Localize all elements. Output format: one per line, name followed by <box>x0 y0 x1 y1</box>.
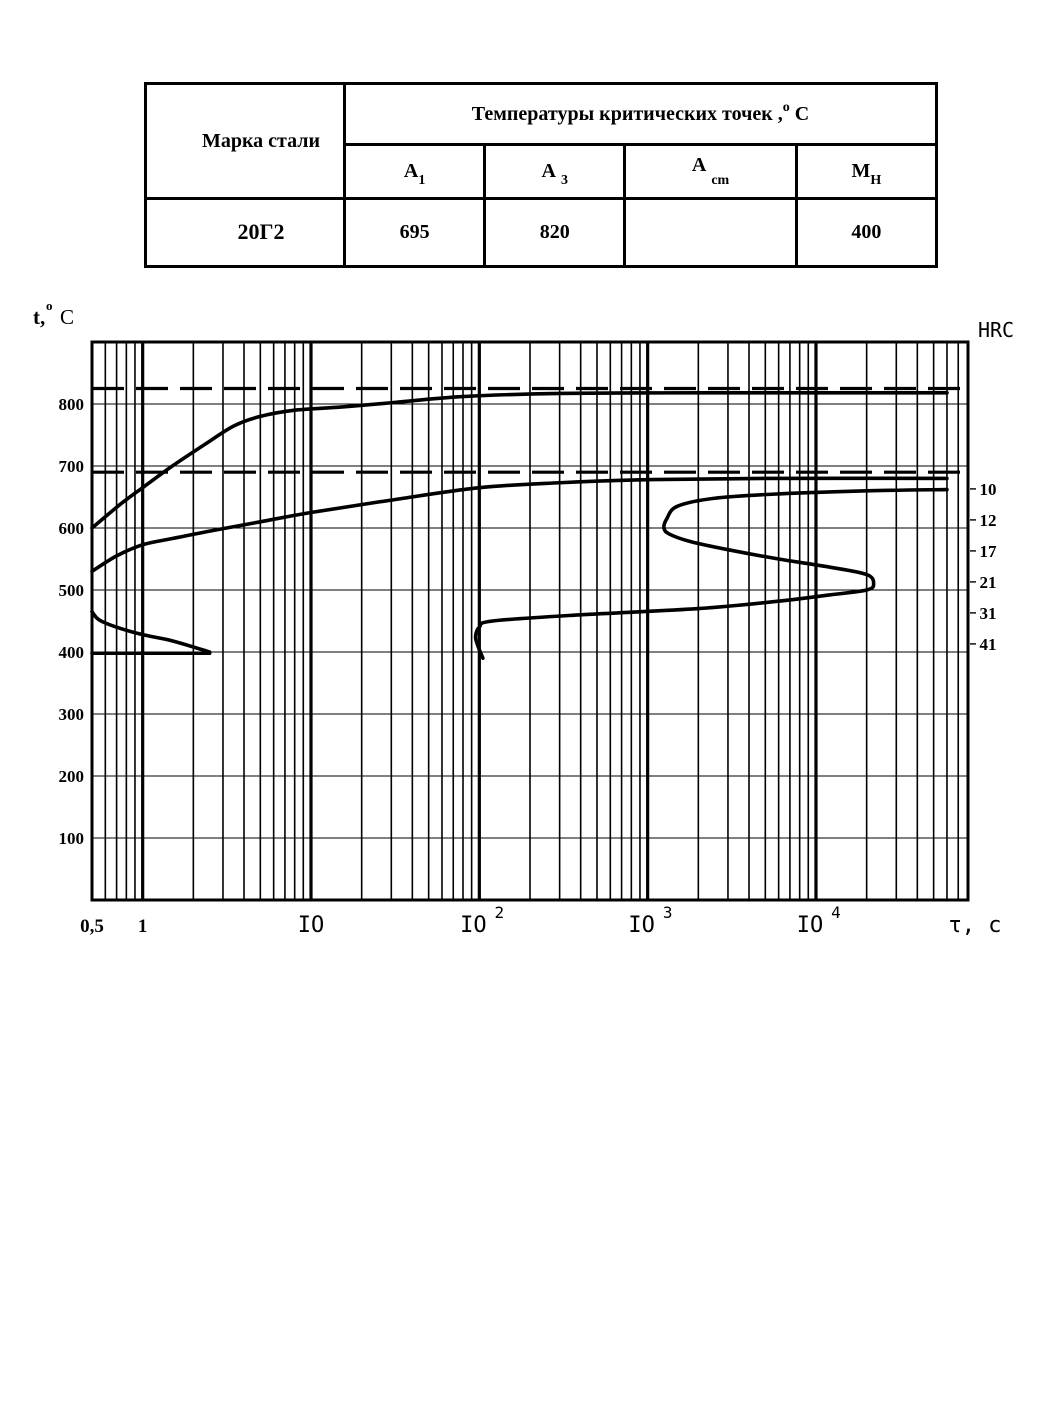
x-tick-label: 1 <box>137 916 148 937</box>
y-tick-label: 100 <box>58 829 84 848</box>
y-tick-label: 800 <box>58 395 84 414</box>
x-tick-label: IO <box>628 913 655 938</box>
transformation-curve-4 <box>92 612 210 652</box>
ttt-diagram <box>0 280 1052 960</box>
hrc-value: 41 <box>979 634 997 654</box>
x-tick-label: IO <box>796 913 824 938</box>
x-axis-label: τ, c <box>948 913 1002 938</box>
col-mh-main: M <box>851 159 871 182</box>
hrc-value: 12 <box>979 510 997 530</box>
grade-header: Марка стали <box>146 84 345 199</box>
col-a1 <box>345 145 485 199</box>
col-a3 <box>485 145 625 199</box>
hrc-value: 31 <box>979 603 997 623</box>
value-a1: 695 <box>345 198 485 266</box>
x-tick-label: 0,5 <box>80 916 104 937</box>
hrc-value: 10 <box>979 479 997 499</box>
y-tick-label: 700 <box>58 457 84 476</box>
hrc-value: 17 <box>979 541 997 561</box>
transformation-curve-1 <box>92 393 947 528</box>
hrc-label: HRC <box>977 318 1015 342</box>
col-mh <box>796 145 936 199</box>
col-acm <box>625 145 796 199</box>
value-mh: 400 <box>796 198 936 266</box>
col-acm-sub: cm <box>711 172 730 188</box>
y-tick-label: 300 <box>58 705 84 724</box>
x-tick-label-sup: 4 <box>831 903 841 922</box>
x-tick-label: IO <box>297 913 325 938</box>
degree-sup: o <box>782 99 790 115</box>
col-a3-sub: 3 <box>561 172 568 188</box>
temps-header: Температуры критических точек ,$^o$ С <box>345 84 937 145</box>
value-a3: 820 <box>485 198 625 266</box>
critical-points-table <box>144 82 938 268</box>
y-tick-label: 400 <box>58 643 84 662</box>
hrc-value: 21 <box>979 572 997 592</box>
x-tick-label-sup: 3 <box>662 903 673 922</box>
y-tick-label: 200 <box>58 767 84 786</box>
grade-cell: 20Г2 <box>146 198 345 266</box>
col-a1-sub: 1 <box>418 172 426 188</box>
col-mh-sub: H <box>870 172 882 188</box>
y-axis-label-unit: C <box>60 305 75 329</box>
y-tick-label: 600 <box>58 519 84 538</box>
col-a1-main: A <box>403 159 419 182</box>
col-acm-main: A <box>691 153 707 176</box>
y-tick-label: 500 <box>58 581 84 600</box>
x-tick-label-sup: 2 <box>494 903 505 922</box>
x-tick-label: IO <box>460 913 487 938</box>
y-axis-label-sup: o <box>46 298 53 313</box>
value-acm <box>625 198 796 266</box>
transformation-curve-3 <box>476 490 947 659</box>
y-axis-label: t, <box>33 305 46 329</box>
col-a3-main: A <box>541 159 556 182</box>
